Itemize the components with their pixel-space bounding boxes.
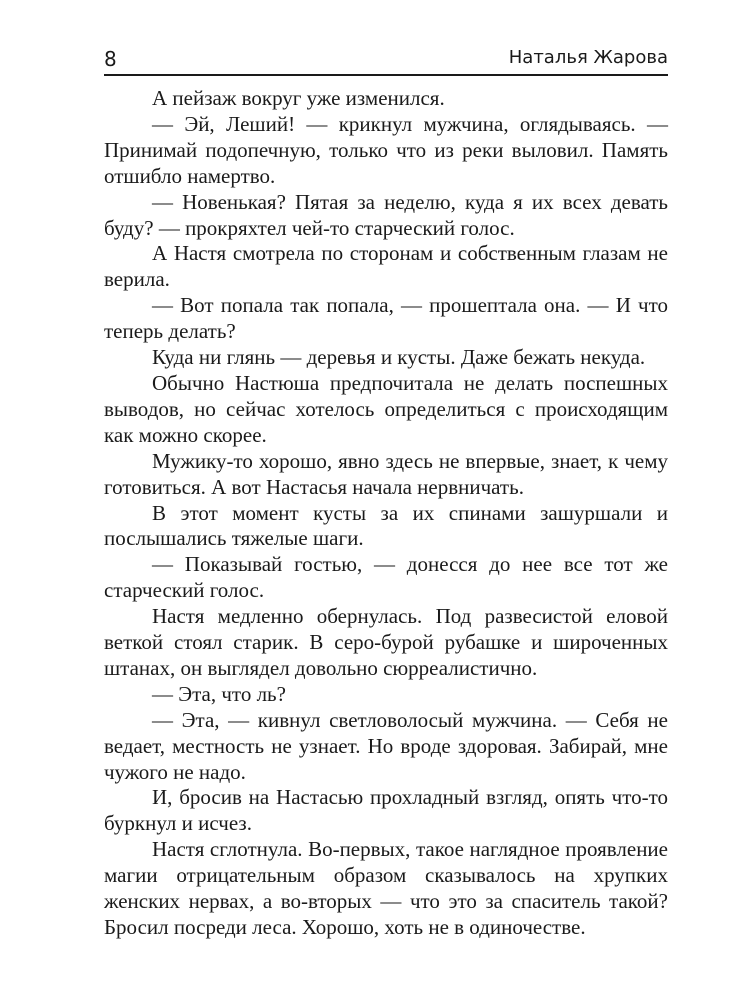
paragraph: — Показывай гостью, — донесся до нее все тот же старческий голос. (104, 552, 668, 603)
paragraph: Настя сглотнула. Во-первых, такое наглядное проявление магии отрицательным образом сказывалось на хрупких женских нервах, а во-вторых — что это за спаситель такой? Бросил посреди леса. Хорошо, хоть не в одиночестве. (104, 837, 668, 939)
page-number: 8 (104, 47, 117, 71)
paragraph: А Настя смотрела по сторонам и собственным глазам не верила. (104, 241, 668, 292)
paragraph: Обычно Настюша предпочитала не делать поспешных выводов, но сейчас хотелось определиться с происходящим как можно скорее. (104, 370, 668, 447)
paragraph: В этот момент кусты за их спинами зашуршали и послышались тяжелые шаги. (104, 500, 668, 551)
paragraph: — Вот попала так попала, — прошептала она. — И что теперь делать? (104, 293, 668, 344)
running-head-author: Наталья Жарова (508, 47, 668, 68)
paragraph: И, бросив на Настасью прохладный взгляд, опять что-то буркнул и исчез. (104, 785, 668, 836)
body-text (104, 86, 668, 941)
paragraph: — Новенькая? Пятая за неделю, куда я их всех девать буду? — прокряхтел чей-то старческий голос. (104, 189, 668, 240)
paragraph: Мужику-то хорошо, явно здесь не впервые, знает, к чему готовиться. А вот Настасья начала нервничать. (104, 448, 668, 499)
paragraph: А пейзаж вокруг уже изменился. (152, 86, 445, 110)
header-rule (104, 74, 668, 76)
paragraph: Куда ни глянь — деревья и кусты. Даже бежать некуда. (152, 345, 646, 370)
page-header (104, 44, 668, 76)
paragraph: — Эй, Леший! — крикнул мужчина, оглядываясь. — Принимай подопечную, только что из реки выловил. Память отшибло намертво. (104, 111, 668, 188)
paragraph: — Эта, — кивнул светловолосый мужчина. — Себя не ведает, местность не узнает. Но вроде здоровая. Забирай, мне чужого не надо. (104, 707, 668, 784)
paragraph: — Эта, что ль? (152, 681, 286, 706)
paragraph: Настя медленно обернулась. Под развесистой еловой веткой стоял старик. В серо-бурой рубашке и широченных штанах, он выглядел довольно сюрреалистично. (104, 604, 668, 680)
